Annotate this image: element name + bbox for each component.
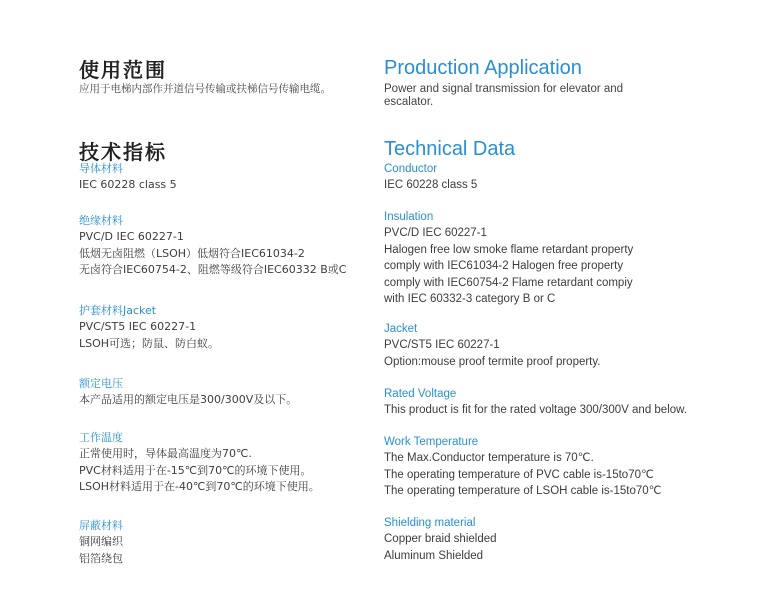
- section-line: This product is fit for the rated voltage 300/300V and below.: [384, 404, 688, 416]
- section-line: LSOH材料适用于在-40℃到70℃的环境下使用。: [79, 480, 320, 493]
- section-jacket-en: [384, 321, 600, 370]
- section-line: Option:mouse proof termite proof property.: [384, 355, 601, 368]
- section-jacket-cn: [79, 303, 219, 352]
- section-line: The operating temperature of PVC cable is-15to70℃: [384, 468, 654, 481]
- section-label: 导体材料: [79, 162, 123, 175]
- section-conductor-en: [384, 161, 477, 194]
- section-line: PVC/ST5 IEC 60227-1: [384, 339, 500, 351]
- section-label: 额定电压: [79, 377, 123, 390]
- section-line: with IEC 60332-3 category B or C: [384, 293, 556, 305]
- section-line: comply with IEC60754-2 Flame retardant compiy: [384, 276, 633, 289]
- usage-text-en: Power and signal transmission for elevator and escalator.: [384, 83, 624, 108]
- section-temperature-cn: [79, 430, 320, 496]
- section-temperature-en: [384, 434, 662, 500]
- section-line: Halogen free low smoke flame retardant property: [384, 243, 634, 256]
- section-line: The Max.Conductor temperature is 70℃.: [384, 452, 594, 464]
- section-label: Conductor: [384, 163, 438, 175]
- section-line: 本产品适用的额定电压是300/300V及以下。: [79, 393, 298, 406]
- tech-title-en: Technical Data: [384, 138, 516, 160]
- section-label: Jacket: [384, 323, 418, 335]
- section-line: PVC/D IEC 60227-1: [79, 230, 184, 243]
- section-line: PVC/ST5 IEC 60227-1: [79, 320, 197, 333]
- section-voltage-en: [384, 386, 687, 419]
- section-line: PVC/D IEC 60227-1: [384, 227, 487, 239]
- section-voltage-cn: [79, 376, 297, 409]
- section-label: Rated Voltage: [384, 388, 457, 400]
- section-label: 工作温度: [79, 431, 123, 444]
- section-label: 护套材料Jacket: [79, 304, 157, 317]
- usage-text-cn: 应用于电梯内部作并道信号传输或扶梯信号传输电缆。: [79, 83, 331, 95]
- section-line: 正常使用时，导体最高温度为70℃.: [79, 447, 252, 460]
- usage-title-cn: 使用范围: [79, 58, 167, 82]
- section-line: IEC 60228 class 5: [79, 178, 177, 191]
- section-label: 绝缘材料: [79, 214, 123, 227]
- section-label: Insulation: [384, 211, 434, 223]
- section-shielding-cn: [79, 518, 123, 567]
- section-label: 屏蔽材料: [79, 519, 123, 532]
- section-shielding-en: [384, 515, 497, 564]
- section-label: Work Temperature: [384, 436, 479, 448]
- section-line: LSOH可选；防鼠、防白蚁。: [79, 336, 220, 350]
- usage-title-en: Production Application: [384, 57, 582, 79]
- tech-title-cn: 技术指标: [79, 140, 167, 164]
- section-line: PVC材料适用于在-15℃到70℃的环境下使用。: [79, 463, 312, 477]
- section-line: The operating temperature of LSOH cable is-15to70℃: [384, 485, 662, 497]
- section-insulation-cn: [79, 213, 346, 279]
- section-line: IEC 60228 class 5: [384, 179, 478, 191]
- section-line: comply with IEC61034-2 Halogen free property: [384, 260, 624, 272]
- section-conductor-cn: [79, 161, 177, 194]
- section-line: 低烟无卤阻燃（LSOH）低烟符合IEC61034-2: [79, 246, 305, 260]
- section-label: Shielding material: [384, 517, 476, 529]
- section-line: 铝箔绕包: [79, 551, 123, 565]
- section-line: 无卤符合IEC60754-2、阻燃等级符合IEC60332 B或C: [79, 263, 347, 276]
- section-line: Copper braid shielded: [384, 533, 497, 545]
- section-line: Aluminum Shielded: [384, 549, 484, 562]
- section-insulation-en: [384, 209, 633, 308]
- section-line: 铜网编织: [79, 535, 123, 548]
